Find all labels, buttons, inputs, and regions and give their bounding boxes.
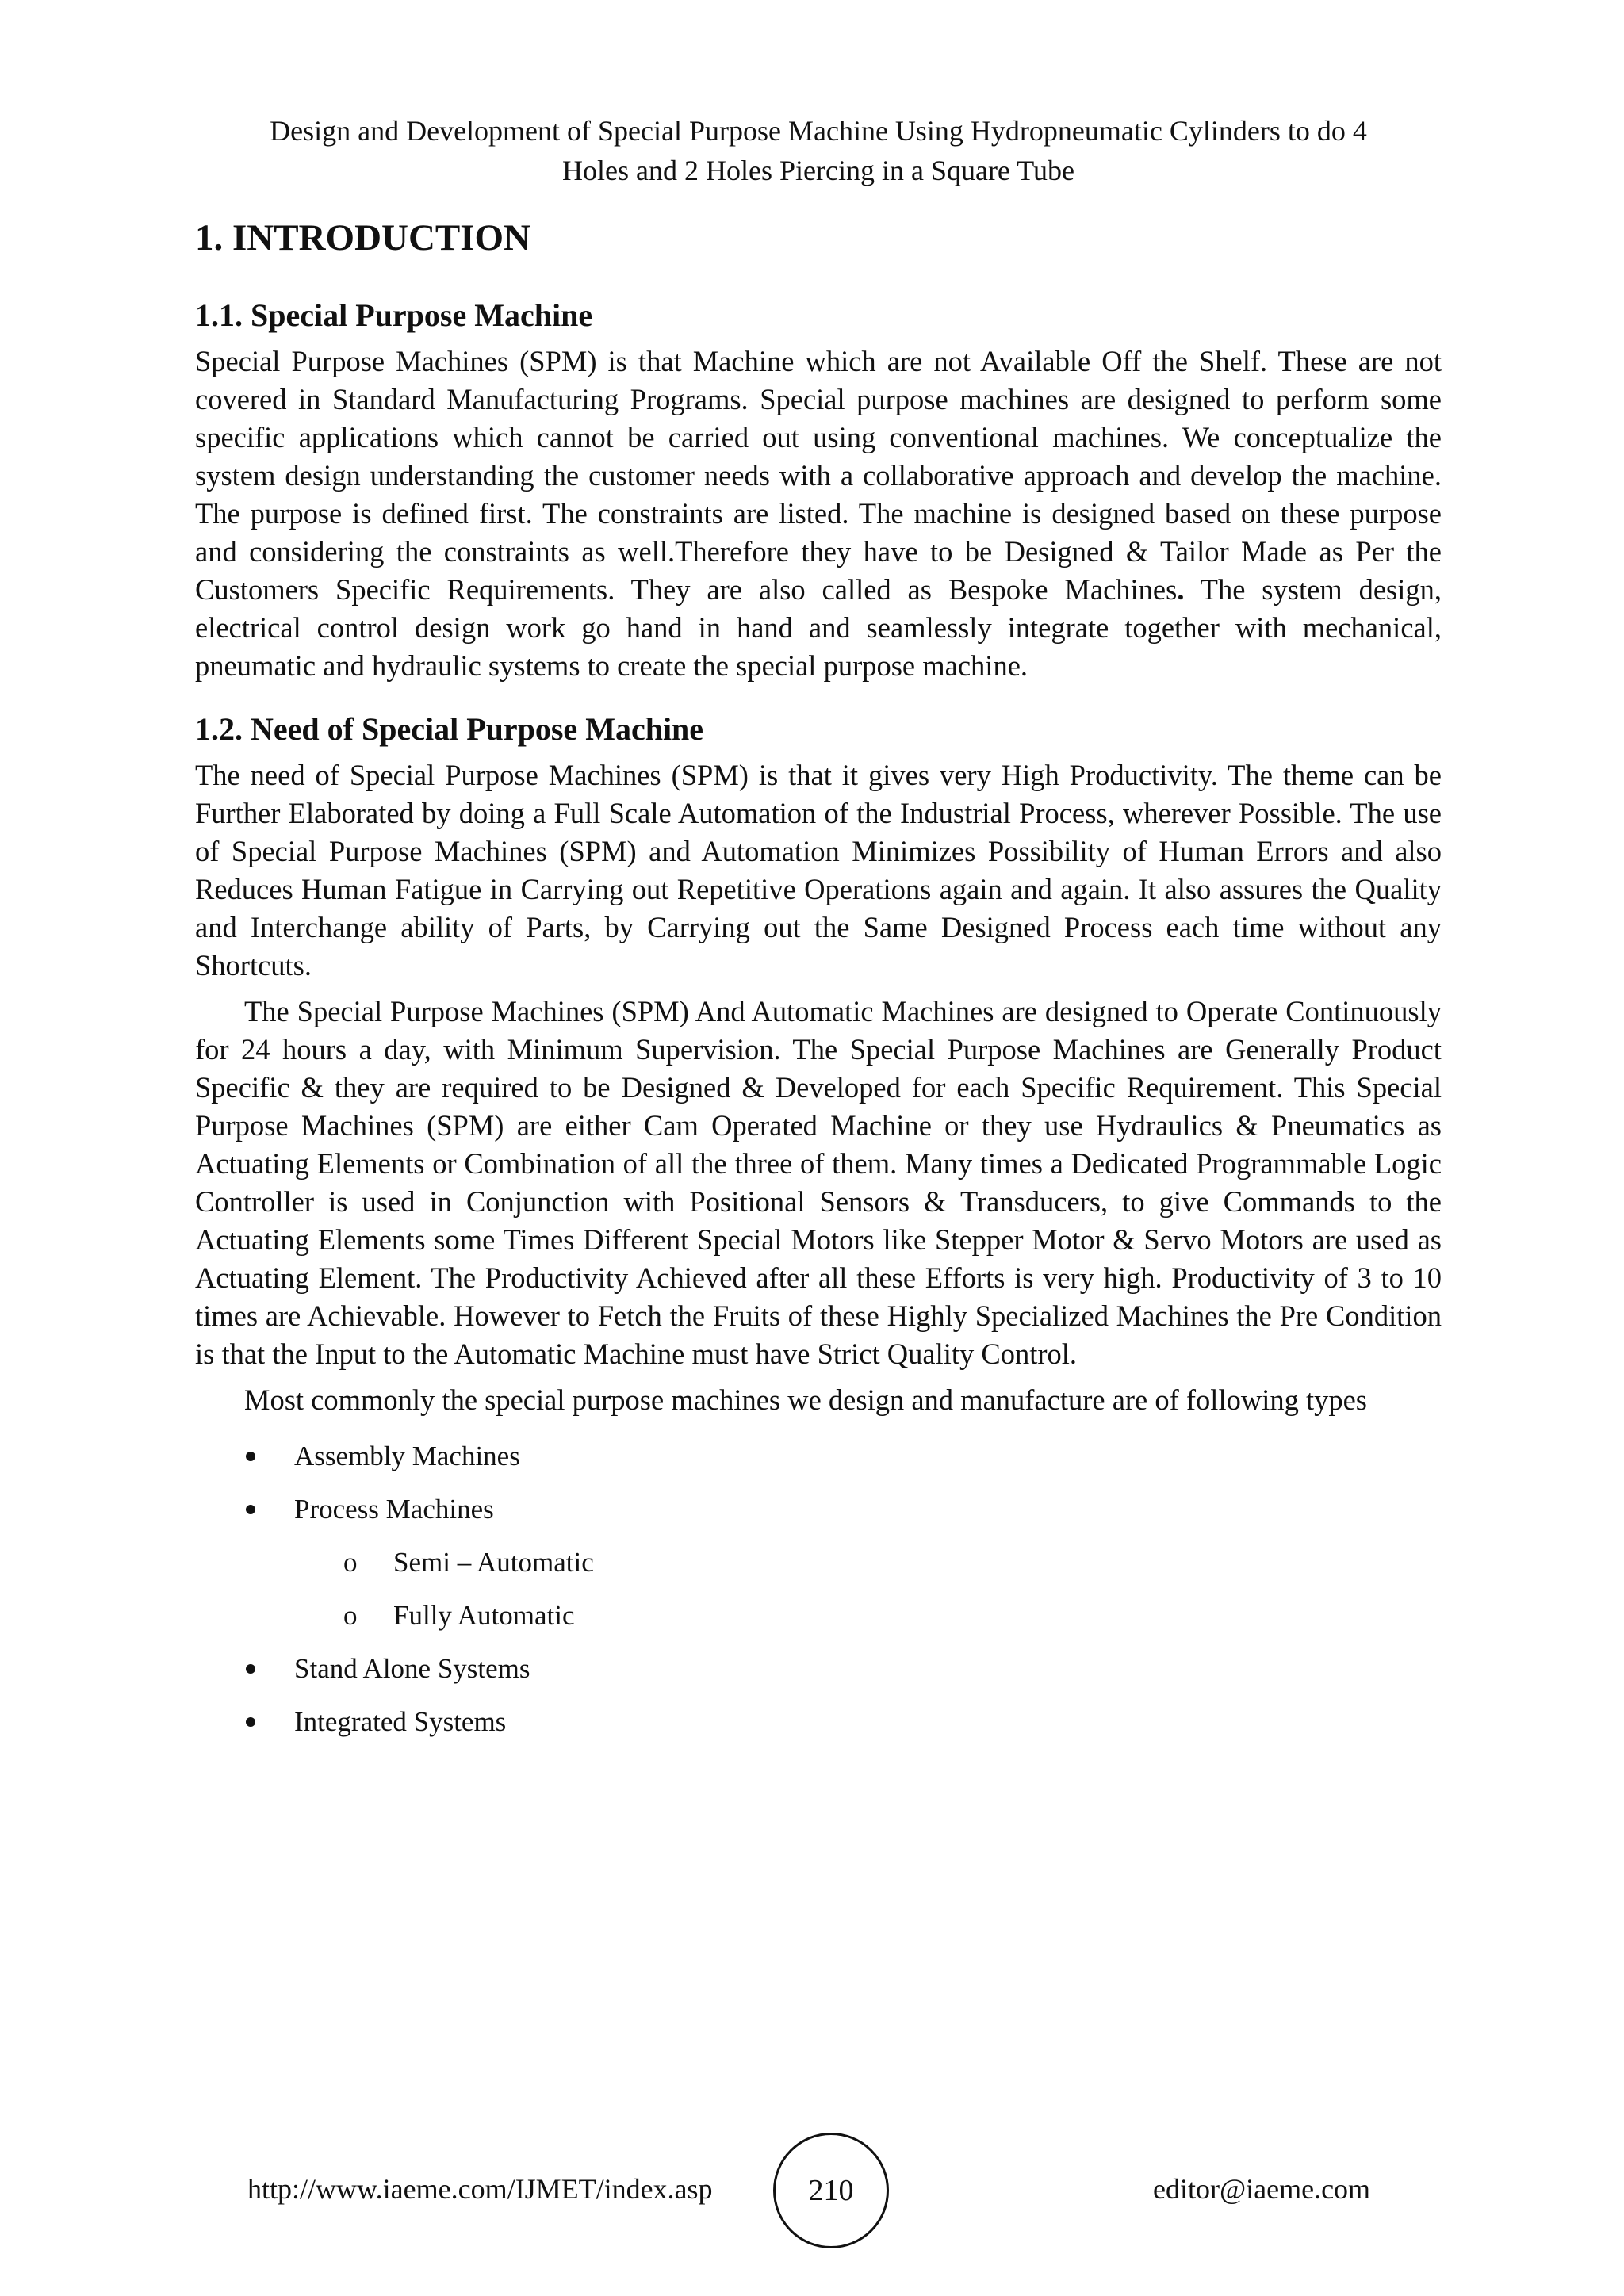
footer-email-link[interactable]: editor@iaeme.com (1153, 2173, 1371, 2205)
list-item (195, 1437, 1442, 1476)
paragraph-need-1: The need of Special Purpose Machines (SPM) is that it gives very High Productivity. The theme can be Further Elaborated by doing a Full Scale Automation of the Industrial Process, wherever Possible. The use of Special Purpose Machines (SPM) and Automation Minimizes Possibility of Human Errors and also Reduces Human Fatigue in Carrying out Repetitive Operations again and again. It also assures the Quality and Interchange ability of Parts, by Carrying out the Same Designed Process each time without any Shortcuts. (195, 759, 1442, 982)
page-footer (0, 2133, 1624, 2252)
subsection-heading-1-2: 1.2. Need of Special Purpose Machine (195, 711, 704, 747)
list-item-text: Process Machines (294, 1494, 494, 1525)
bullet-icon (246, 1664, 255, 1674)
subsection-heading-1-1: 1.1. Special Purpose Machine (195, 297, 593, 333)
running-header-line-1: Design and Development of Special Purpose Machine Using Hydropneumatic Cylinders to do 4 (270, 115, 1367, 147)
sub-list-item-text: Semi – Automatic (393, 1547, 594, 1578)
circle-bullet-icon: o (343, 1547, 358, 1578)
sub-list-item-text: Fully Automatic (393, 1600, 575, 1631)
sub-list-item (294, 1596, 1442, 1636)
paragraph-need-3: Most commonly the special purpose machines we design and manufacture are of following types (244, 1383, 1368, 1416)
running-header-line-2: Holes and 2 Holes Piercing in a Square Tube (562, 155, 1074, 186)
list-item (195, 1490, 1442, 1636)
bullet-icon (246, 1505, 255, 1514)
bullet-icon (246, 1452, 255, 1461)
running-header (195, 111, 1442, 190)
machine-types-list (195, 1437, 1442, 1742)
list-item (195, 1702, 1442, 1742)
paragraph-text-b: The system design, electrical control design work go hand in hand and seamlessly integrate together with mechanical, pneumatic and hydraulic systems to create the special purpose machine. (195, 573, 1442, 682)
sub-list (294, 1543, 1442, 1636)
footer-url-link[interactable]: http://www.iaeme.com/IJMET/index.asp (247, 2173, 713, 2205)
list-item-text: Integrated Systems (294, 1706, 507, 1737)
circle-bullet-icon: o (343, 1600, 358, 1631)
bold-period: . (1177, 573, 1185, 606)
bullet-icon (246, 1717, 255, 1727)
paragraph-need-2: The Special Purpose Machines (SPM) And Automatic Machines are designed to Operate Continuously for 24 hours a day, with Minimum Supervision. The Special Purpose Machines are Generally Product Specific & they are required to be Designed & Developed for each Specific Requirement. This Special Purpose Machines (SPM) are either Cam Operated Machine or they use Hydraulics & Pneumatics as Actuating Elements or Combination of all the three of them. Many times a Dedicated Programmable Logic Controller is used in Conjunction with Positional Sensors & Transducers, to give Commands to the Actuating Elements some Times Different Special Motors like Stepper Motor & Servo Motors are used as Actuating Element. The Productivity Achieved after all these Efforts is very high. Productivity of 3 to 10 times are Achievable. However to Fetch the Fruits of these Highly Specialized Machines the Pre Condition is that the Input to the Automatic Machine must have Strict Quality Control. (195, 995, 1442, 1370)
list-item-text: Stand Alone Systems (294, 1653, 530, 1684)
page-number: 210 (773, 2133, 889, 2248)
list-item-text: Assembly Machines (294, 1441, 520, 1471)
paragraph-text-a: Special Purpose Machines (SPM) is that Machine which are not Available Off the Shelf. These are not covered in Standard Manufacturing Programs. Special purpose machines are designed to perform some specific applications which cannot be carried out using conventional machines. We conceptualize the system design understanding the customer needs with a collaborative approach and develop the machine. The purpose is defined first. The constraints are listed. The machine is designed based on these purpose and considering the constraints as well.Therefore they have to be Designed & Tailor Made as Per the Customers Specific Requirements. They are also called as Bespoke Machines (195, 345, 1442, 606)
main-content (195, 214, 1442, 1755)
sub-list-item (294, 1543, 1442, 1582)
section-title: 1. INTRODUCTION (195, 217, 531, 258)
paragraph-special-purpose-machine (195, 342, 1442, 685)
list-item (195, 1649, 1442, 1689)
